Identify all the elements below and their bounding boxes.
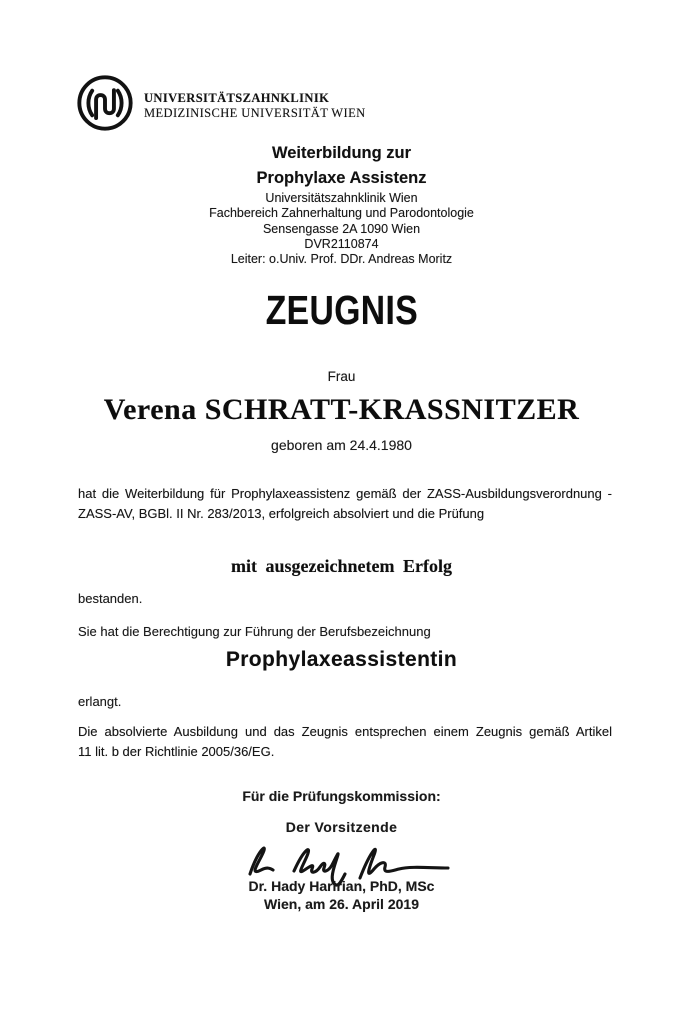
chairman-role-line: Der Vorsitzende: [285, 819, 398, 835]
institution-line: Universitätszahnklinik Wien: [265, 191, 418, 205]
grade-line: mit ausgezeichnetem Erfolg: [231, 556, 452, 576]
program-title-line2: Prophylaxe Assistenz: [256, 168, 427, 187]
entitlement-intro: Sie hat die Berechtigung zur Führung der Berufsbezeichnung: [78, 624, 431, 639]
program-title-line1: Weiterbildung zur: [271, 144, 412, 162]
paragraph-equivalence-line1: Die absolvierte Ausbildung und das Zeugnis entsprechen einem Zeugnis gemäß Artikel: [78, 724, 612, 739]
committee-line: Für die Prüfungskommission:: [242, 788, 441, 804]
birth-date-line: geboren am 24.4.1980: [271, 437, 412, 453]
paragraph-completion: [78, 484, 612, 523]
paragraph-completion-line2: ZASS-AV, BGBl. II Nr. 283/2013, erfolgreich absolviert und die Prüfung: [78, 505, 485, 521]
paragraph-equivalence: [78, 722, 612, 761]
recipient-name: Verena SCHRATT-KRASSNITZER: [103, 393, 580, 426]
org-name-line2: MEDIZINISCHE UNIVERSITÄT WIEN: [144, 105, 366, 120]
paragraph-equivalence-line2: 11 lit. b der Richtlinie 2005/36/EG.: [78, 743, 275, 759]
program-title: [0, 141, 683, 190]
brand-text: [144, 91, 366, 121]
dvr-number: DVR2110874: [304, 236, 379, 251]
place-date-line: Wien, am 26. April 2019: [264, 896, 419, 912]
brand-header: [76, 74, 366, 137]
signatory-name-line: Dr. Hady Haririan, PhD, MSc: [248, 878, 435, 894]
certificate-title: [0, 287, 683, 334]
department-line: Fachbereich Zahnerhaltung und Parodontologie: [209, 206, 474, 221]
profession-title: Prophylaxeassistentin: [225, 648, 458, 671]
org-name-line1: UNIVERSITÄTSZAHNKLINIK: [144, 90, 330, 105]
attained-line: erlangt.: [78, 694, 122, 709]
meduni-wien-logo-icon: [76, 74, 134, 137]
salutation: Frau: [327, 369, 356, 384]
passed-line: bestanden.: [78, 591, 143, 606]
paragraph-completion-line1: hat die Weiterbildung für Prophylaxeassistenz gemäß der ZASS-Ausbildungsverordnung -: [78, 486, 612, 501]
address-line: Sensengasse 2A 1090 Wien: [262, 221, 421, 236]
head-line: Leiter: o.Univ. Prof. DDr. Andreas Moritz: [230, 252, 453, 267]
certificate-title-text: ZEUGNIS: [265, 287, 418, 333]
organisation-details: [0, 191, 683, 267]
